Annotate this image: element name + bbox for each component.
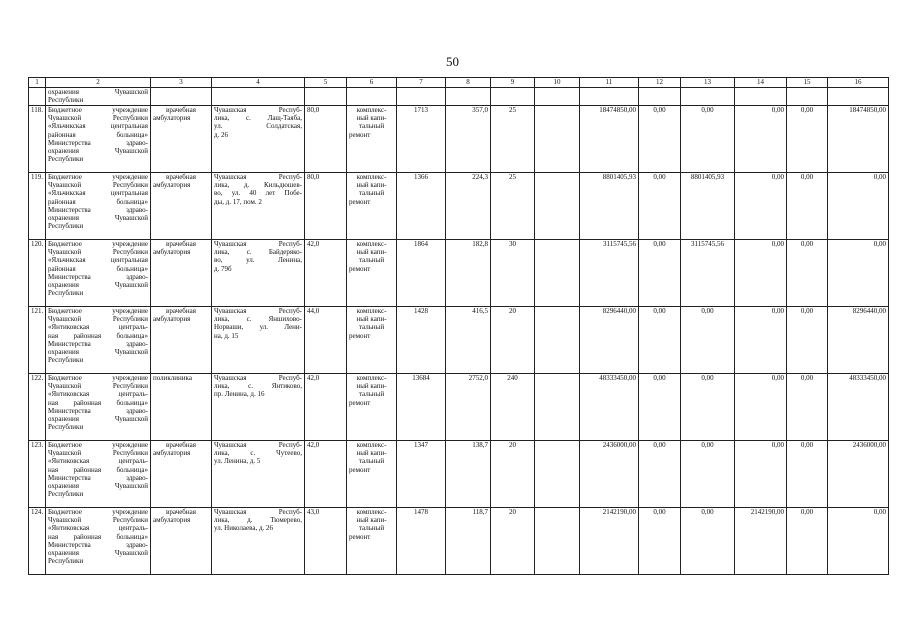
text-line: ный капи- [356,248,387,257]
col15-cell: 0,00 [787,307,828,374]
work-type-cell [347,307,397,374]
text-line: тальный [358,189,385,198]
text-line: комплекс- [356,508,387,516]
col12-cell: 0,00 [639,441,681,508]
table-row [29,374,889,441]
text-line: ный капи- [356,449,387,458]
col10-cell [535,307,580,374]
text-line: амбулатория [153,449,191,458]
col7-cell: 13684 [397,374,446,441]
address-cell [212,173,305,240]
text-line: ремонт [349,532,371,541]
facility-type-cell [151,240,212,307]
text-line: охранения Чувашской [48,88,148,96]
text-line: Республики [48,96,84,105]
address-cell [212,106,305,173]
col14-cell: 0,00 [735,374,787,441]
text-line: комплекс- [356,240,387,248]
col8-cell: 357,0 [446,106,491,173]
organization-cell [46,374,151,441]
col11-cell: 2436000,00 [580,441,639,508]
text-line: ремонт [349,130,371,139]
text-line: ная районная больница» [48,465,148,474]
text-line: пр. Ленина, д. 16 [214,390,265,399]
text-line: лика, д. Тюмерево, [214,516,302,525]
table-row [29,307,889,374]
col7-cell: 1366 [397,173,446,240]
text-line: «Янтиковская централь- [48,457,148,466]
text-line: врачебная [166,106,196,114]
text-line: тальный [358,457,385,466]
col12-cell: 0,00 [639,106,681,173]
column-header-row [29,78,889,88]
col15-cell: 0,00 [787,173,828,240]
text-line: охранения Чувашской [48,415,148,424]
text-line: тальный [358,323,385,332]
column-header-15: 15 [787,78,828,88]
col10-cell [535,240,580,307]
text-line: Министерства здраво- [48,138,148,147]
text-line: Бюджетное учреждение [48,240,148,248]
work-type-cell [347,441,397,508]
column-header-14: 14 [735,78,787,88]
text-line: Министерства здраво- [48,205,148,214]
col13-cell: 0,00 [681,106,735,173]
text-line: охранения Чувашской [48,214,148,223]
text-line: «Яльчикская центральная [48,256,148,265]
text-line: ды, д. 17, пом. 2 [214,197,262,206]
col16-cell: 8296440,00 [828,307,889,374]
text-line: Бюджетное учреждение [48,374,148,382]
text-line: Чувашская Респуб- [214,173,302,181]
col14-cell: 0,00 [735,441,787,508]
col5-cell: 42,0 [305,240,347,307]
text-line: комплекс- [356,106,387,114]
organization-cell [46,106,151,173]
work-type-cell [347,508,397,575]
text-line: на, д. 15 [214,331,239,340]
column-header-4: 4 [212,78,305,88]
text-line: Бюджетное учреждение [48,173,148,181]
text-line: тальный [358,390,385,399]
organization-cell [46,508,151,575]
col11-cell: 18474850,00 [580,106,639,173]
col5-cell: 42,0 [305,441,347,508]
text-line: лика, д. Кильдюшев- [214,181,302,190]
row-number: 124. [29,508,46,575]
col15-cell: 0,00 [787,106,828,173]
col8-cell: 118,7 [446,508,491,575]
text-line: комплекс- [356,173,387,181]
data-table [28,77,889,575]
text-line: лика, с. Янтиково, [214,382,302,391]
col11-cell: 2142190,00 [580,508,639,575]
text-line: Республики [48,155,84,164]
text-line: ремонт [349,331,371,340]
col7-cell: 1864 [397,240,446,307]
text-line: амбулатория [153,248,191,257]
text-line: Чувашской Республики [48,516,148,525]
col14-cell: 0,00 [735,307,787,374]
column-header-2: 2 [46,78,151,88]
col9-cell: 25 [491,106,535,173]
text-line: Чувашской Республики [48,315,148,324]
text-line: амбулатория [153,114,191,123]
text-line: амбулатория [153,315,191,324]
text-line: ная районная больница» [48,532,148,541]
col8-cell: 138,7 [446,441,491,508]
text-line: ул. Николаева, д. 26 [214,524,274,533]
page-number: 50 [446,54,459,69]
text-line: ремонт [349,465,371,474]
text-line: Бюджетное учреждение [48,441,148,449]
col8-cell: 182,8 [446,240,491,307]
text-line: охранения Чувашской [48,549,148,558]
column-header-11: 11 [580,78,639,88]
col13-cell: 0,00 [681,374,735,441]
text-line: д. 79б [214,264,232,273]
text-line: районная больница» [48,130,148,139]
row-number: 119. [29,173,46,240]
text-line: «Яльчикская центральная [48,189,148,198]
text-line: врачебная [166,508,196,516]
text-line: охранения Чувашской [48,482,148,491]
facility-type-cell [151,106,212,173]
facility-type-cell [151,508,212,575]
column-header-6: 6 [347,78,397,88]
work-type-cell [347,173,397,240]
col13-cell: 0,00 [681,508,735,575]
text-line: тальный [358,122,385,131]
text-line: Чувашской Республики [48,248,148,257]
text-line: ный капи- [356,114,387,123]
text-line: ремонт [349,264,371,273]
col5-cell: 80,0 [305,106,347,173]
text-line: районная больница» [48,197,148,206]
text-line: Министерства здраво- [48,473,148,482]
text-line: районная больница» [48,264,148,273]
text-line: Республики [48,557,84,566]
text-line: врачебная [166,307,196,315]
col10-cell [535,173,580,240]
text-line: ный капи- [356,181,387,190]
text-line: Чувашская Респуб- [214,441,302,449]
text-line: врачебная [166,240,196,248]
table-row [29,441,889,508]
organization-cell [46,173,151,240]
table-row [29,240,889,307]
column-header-5: 5 [305,78,347,88]
col13-cell: 0,00 [681,307,735,374]
column-header-8: 8 [446,78,491,88]
text-line: охранения Чувашской [48,281,148,290]
text-line: охранения Чувашской [48,147,148,156]
col7-cell: 1347 [397,441,446,508]
text-line: Министерства здраво- [48,406,148,415]
work-type-cell [347,106,397,173]
col9-cell: 30 [491,240,535,307]
address-cell [212,508,305,575]
text-line: ремонт [349,197,371,206]
col10-cell [535,106,580,173]
column-header-3: 3 [151,78,212,88]
col8-cell: 224,3 [446,173,491,240]
text-line: лика, с. Яншихово- [214,315,302,324]
col12-cell: 0,00 [639,374,681,441]
col16-cell: 48333450,00 [828,374,889,441]
text-line: врачебная [166,173,196,181]
col5-cell: 43,0 [305,508,347,575]
text-line: во, ул. 40 лет Побе- [214,189,302,198]
text-line: ная районная больница» [48,331,148,340]
col11-cell: 8801405,93 [580,173,639,240]
col5-cell: 42,0 [305,374,347,441]
address-cell [212,307,305,374]
text-line: Республики [48,490,84,499]
text-line: Бюджетное учреждение [48,106,148,114]
text-line: ул. Солдатская, [214,122,302,131]
col9-cell: 20 [491,508,535,575]
col7-cell: 1713 [397,106,446,173]
row-number: 121. [29,307,46,374]
col9-cell: 240 [491,374,535,441]
text-line: Чувашская Респуб- [214,374,302,382]
col12-cell: 0,00 [639,173,681,240]
row-number: 122. [29,374,46,441]
col7-cell: 1428 [397,307,446,374]
text-line: Чувашская Респуб- [214,240,302,248]
col9-cell: 20 [491,307,535,374]
address-cell [212,441,305,508]
column-header-12: 12 [639,78,681,88]
column-header-10: 10 [535,78,580,88]
text-line: Чувашская Респуб- [214,106,302,114]
text-line: «Яльчикская центральная [48,122,148,131]
col9-cell: 20 [491,441,535,508]
text-line: Чувашской Республики [48,382,148,391]
text-line: Бюджетное учреждение [48,508,148,516]
table-row [29,508,889,575]
col5-cell: 80,0 [305,173,347,240]
text-line: Республики [48,222,84,231]
row-number: 120. [29,240,46,307]
col7-cell: 1478 [397,508,446,575]
text-line: тальный [358,256,385,265]
text-line: Министерства здраво- [48,540,148,549]
text-line: Республики [48,289,84,298]
text-line: лика, с. Байдеряко- [214,248,302,257]
text-line: комплекс- [356,307,387,315]
organization-cell [46,441,151,508]
col13-cell: 3115745,56 [681,240,735,307]
col12-cell: 0,00 [639,508,681,575]
text-line: д. 26 [214,130,229,139]
col8-cell: 2752,0 [446,374,491,441]
col14-cell: 0,00 [735,106,787,173]
col15-cell: 0,00 [787,508,828,575]
table-row [29,173,889,240]
col16-cell: 0,00 [828,240,889,307]
col10-cell [535,441,580,508]
col13-cell: 8801405,93 [681,173,735,240]
text-line: ремонт [349,398,371,407]
facility-type-cell [151,441,212,508]
col14-cell: 0,00 [735,173,787,240]
text-line: Министерства здраво- [48,272,148,281]
text-line: поликлиника [153,374,192,382]
text-line: ный капи- [356,315,387,324]
column-header-13: 13 [681,78,735,88]
text-line: комплекс- [356,441,387,449]
text-line: ный капи- [356,516,387,525]
table-row [29,106,889,173]
text-line: тальный [358,524,385,533]
work-type-cell [347,374,397,441]
col9-cell: 25 [491,173,535,240]
col12-cell: 0,00 [639,240,681,307]
text-line: Чувашская Респуб- [214,307,302,315]
text-line: ный капи- [356,382,387,391]
continuation-organization [46,88,151,106]
col16-cell: 2436000,00 [828,441,889,508]
text-line: Чувашской Республики [48,114,148,123]
text-line: Министерства здраво- [48,339,148,348]
text-line: Чувашской Республики [48,449,148,458]
text-line: Бюджетное учреждение [48,307,148,315]
continuation-row [29,88,889,106]
col8-cell: 416,5 [446,307,491,374]
col16-cell: 0,00 [828,508,889,575]
column-header-7: 7 [397,78,446,88]
organization-cell [46,307,151,374]
col16-cell: 0,00 [828,173,889,240]
row-number: 123. [29,441,46,508]
facility-type-cell [151,374,212,441]
text-line: лика, с. Лащ-Таяба, [214,114,302,123]
text-line: охранения Чувашской [48,348,148,357]
text-line: Чувашской Республики [48,181,148,190]
facility-type-cell [151,307,212,374]
text-line: комплекс- [356,374,387,382]
text-line: Республики [48,423,84,432]
text-line: ул. Ленина, д. 5 [214,457,261,466]
col11-cell: 8296440,00 [580,307,639,374]
address-cell [212,374,305,441]
text-line: «Янтиковская централь- [48,390,148,399]
text-line: ная районная больница» [48,398,148,407]
text-line: врачебная [166,441,196,449]
col15-cell: 0,00 [787,240,828,307]
col10-cell [535,374,580,441]
col12-cell: 0,00 [639,307,681,374]
col5-cell: 44,0 [305,307,347,374]
col13-cell: 0,00 [681,441,735,508]
text-line: «Янтиковская централь- [48,323,148,332]
col14-cell: 2142190,00 [735,508,787,575]
facility-type-cell [151,173,212,240]
text-line: Республики [48,356,84,365]
col16-cell: 18474850,00 [828,106,889,173]
text-line: амбулатория [153,516,191,525]
col15-cell: 0,00 [787,374,828,441]
address-cell [212,240,305,307]
work-type-cell [347,240,397,307]
col15-cell: 0,00 [787,441,828,508]
col14-cell: 0,00 [735,240,787,307]
column-header-9: 9 [491,78,535,88]
column-header-1: 1 [29,78,46,88]
col11-cell: 3115745,56 [580,240,639,307]
text-line: амбулатория [153,181,191,190]
text-line: Норваши, ул. Лени- [214,323,302,332]
row-number: 118. [29,106,46,173]
text-line: Чувашская Респуб- [214,508,302,516]
text-line: «Янтиковская централь- [48,524,148,533]
col10-cell [535,508,580,575]
column-header-16: 16 [828,78,889,88]
text-line: во, ул. Ленина, [214,256,302,265]
text-line: лика, с. Чутеево, [214,449,302,458]
col11-cell: 48333450,00 [580,374,639,441]
organization-cell [46,240,151,307]
